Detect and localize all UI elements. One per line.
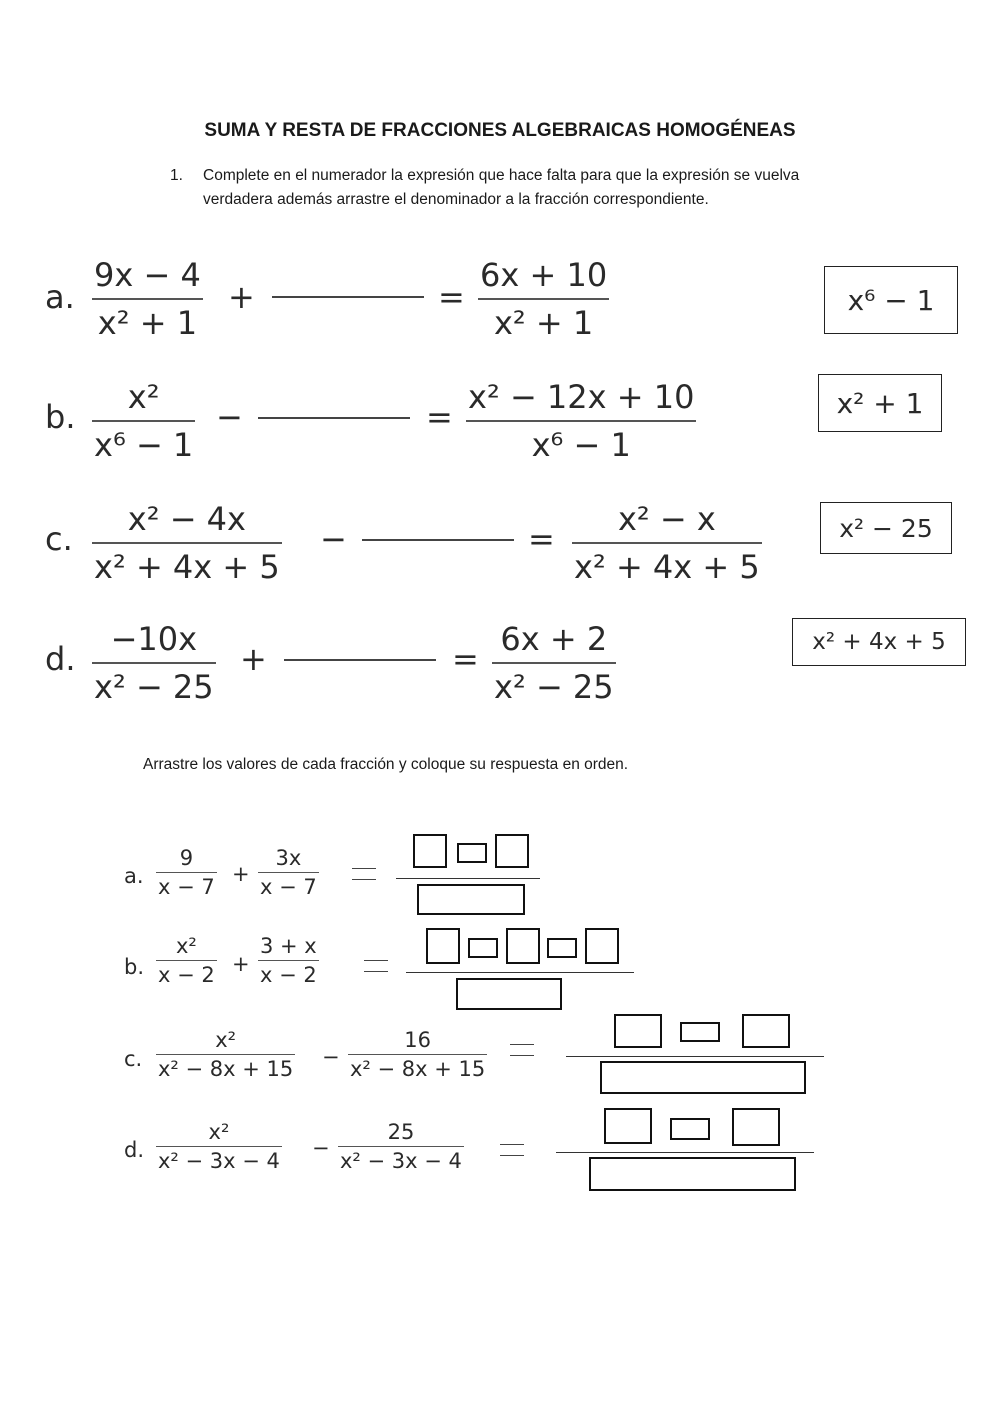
numerator: x² (127, 378, 160, 416)
answer-slot-sign[interactable] (457, 843, 487, 863)
fraction-right (338, 1120, 464, 1173)
equals-sign: = (452, 640, 479, 678)
denominator: x⁶ − 1 (531, 426, 631, 464)
answer-blank[interactable] (284, 659, 436, 661)
exercise-label: a. (45, 278, 75, 316)
equals-sign (352, 868, 376, 880)
answer-slot-term[interactable] (732, 1108, 780, 1146)
numerator: x² (175, 934, 197, 958)
answer-slot-term[interactable] (742, 1014, 790, 1048)
fraction-left (92, 378, 195, 464)
denominator: x² − 25 (94, 668, 214, 706)
numerator: 25 (387, 1120, 415, 1144)
fraction-right (572, 500, 762, 586)
answer-blank[interactable] (272, 296, 424, 298)
equals-sign (364, 960, 388, 972)
numerator: x² (215, 1028, 237, 1052)
equals-sign: = (438, 278, 465, 316)
instruction-1 (170, 164, 870, 212)
denominator: x − 2 (260, 963, 317, 987)
instruction-2: Arrastre los valores de cada fracción y coloque su respuesta en orden. (143, 756, 629, 773)
answer-slot-sign[interactable] (680, 1022, 720, 1042)
numerator: x² − x (617, 500, 716, 538)
answer-blank[interactable] (258, 417, 410, 419)
answer-slot-term[interactable] (426, 928, 460, 964)
operator: − (322, 1045, 340, 1069)
denominator: x² + 1 (97, 304, 198, 342)
operator: + (232, 952, 250, 976)
fraction-right (478, 256, 609, 342)
instruction-number: 1. (170, 167, 183, 184)
fraction-left (92, 256, 203, 342)
numerator: 6x + 2 (500, 620, 608, 658)
equals-sign (510, 1044, 534, 1056)
exercise-label: c. (124, 1047, 143, 1071)
numerator: −10x (110, 620, 198, 658)
fraction-left (92, 500, 282, 586)
fraction-left (92, 620, 216, 706)
fraction-bar (406, 972, 634, 973)
denominator: x⁶ − 1 (94, 426, 194, 464)
answer-slot-denominator[interactable] (417, 884, 525, 915)
fraction-left (156, 1028, 295, 1081)
denominator: x − 2 (158, 963, 215, 987)
denominator: x² + 4x + 5 (574, 548, 760, 586)
denominator: x² − 3x − 4 (340, 1149, 462, 1173)
draggable-denominator[interactable]: x² + 1 (818, 374, 942, 432)
numerator: 9 (179, 846, 194, 870)
denominator: x² − 3x − 4 (158, 1149, 280, 1173)
operator: + (228, 278, 255, 316)
denominator: x² − 25 (494, 668, 614, 706)
denominator: x² + 4x + 5 (94, 548, 280, 586)
exercise-label: d. (45, 640, 76, 678)
operator: − (320, 520, 347, 558)
answer-slot-sign[interactable] (547, 938, 577, 958)
fraction-right (348, 1028, 487, 1081)
answer-slot-term[interactable] (506, 928, 540, 964)
fraction-right (492, 620, 616, 706)
fraction-left (156, 846, 217, 899)
denominator: x − 7 (158, 875, 215, 899)
fraction-left (156, 934, 217, 987)
denominator: x − 7 (260, 875, 317, 899)
exercise-label: b. (124, 955, 145, 979)
fraction-right (466, 378, 696, 464)
answer-slot-denominator[interactable] (600, 1061, 806, 1094)
numerator: 9x − 4 (94, 256, 201, 294)
page-title: SUMA Y RESTA DE FRACCIONES ALGEBRAICAS HOMOGÉNEAS (204, 120, 796, 141)
denominator: x² − 8x + 15 (158, 1057, 294, 1081)
draggable-denominator[interactable]: x² − 25 (820, 502, 952, 554)
answer-slot-term[interactable] (604, 1108, 652, 1144)
fraction-bar (556, 1152, 814, 1153)
numerator: 3 + x (260, 934, 317, 958)
fraction-bar (396, 878, 540, 879)
fraction-bar (566, 1056, 824, 1057)
numerator: 3x (275, 846, 302, 870)
fraction-right (258, 846, 319, 899)
numerator: 6x + 10 (480, 256, 608, 294)
answer-slot-sign[interactable] (670, 1118, 710, 1140)
fraction-right (258, 934, 319, 987)
answer-slot-term[interactable] (413, 834, 447, 868)
exercise-label: a. (124, 864, 144, 888)
numerator: 16 (404, 1028, 431, 1052)
numerator: x² − 4x (127, 500, 246, 538)
answer-slot-term[interactable] (614, 1014, 662, 1048)
answer-slot-sign[interactable] (468, 938, 498, 958)
equals-sign: = (528, 520, 555, 558)
operator: − (312, 1136, 330, 1160)
denominator: x² + 1 (493, 304, 594, 342)
operator: + (232, 862, 250, 886)
answer-slot-term[interactable] (585, 928, 619, 964)
numerator: x² − 12x + 10 (468, 378, 695, 416)
denominator: x² − 8x + 15 (350, 1057, 486, 1081)
exercise-label: c. (45, 520, 73, 558)
answer-slot-denominator[interactable] (456, 978, 562, 1010)
exercise-label: d. (124, 1138, 145, 1162)
equals-sign (500, 1144, 524, 1156)
fraction-left (156, 1120, 282, 1173)
exercise-label: b. (45, 398, 76, 436)
instruction-text: Complete en el numerador la expresión que hace falta para que la expresión se vuelva verdadera además arrastre el denominador a la fracción correspondiente. (203, 167, 800, 208)
operator: + (240, 640, 267, 678)
answer-slot-term[interactable] (495, 834, 529, 868)
draggable-denominator[interactable]: x⁶ − 1 (824, 266, 958, 334)
answer-slot-denominator[interactable] (589, 1157, 796, 1191)
draggable-denominator[interactable]: x² + 4x + 5 (792, 618, 966, 666)
operator: − (216, 398, 243, 436)
equals-sign: = (426, 398, 453, 436)
answer-blank[interactable] (362, 539, 514, 541)
numerator: x² (208, 1120, 230, 1144)
